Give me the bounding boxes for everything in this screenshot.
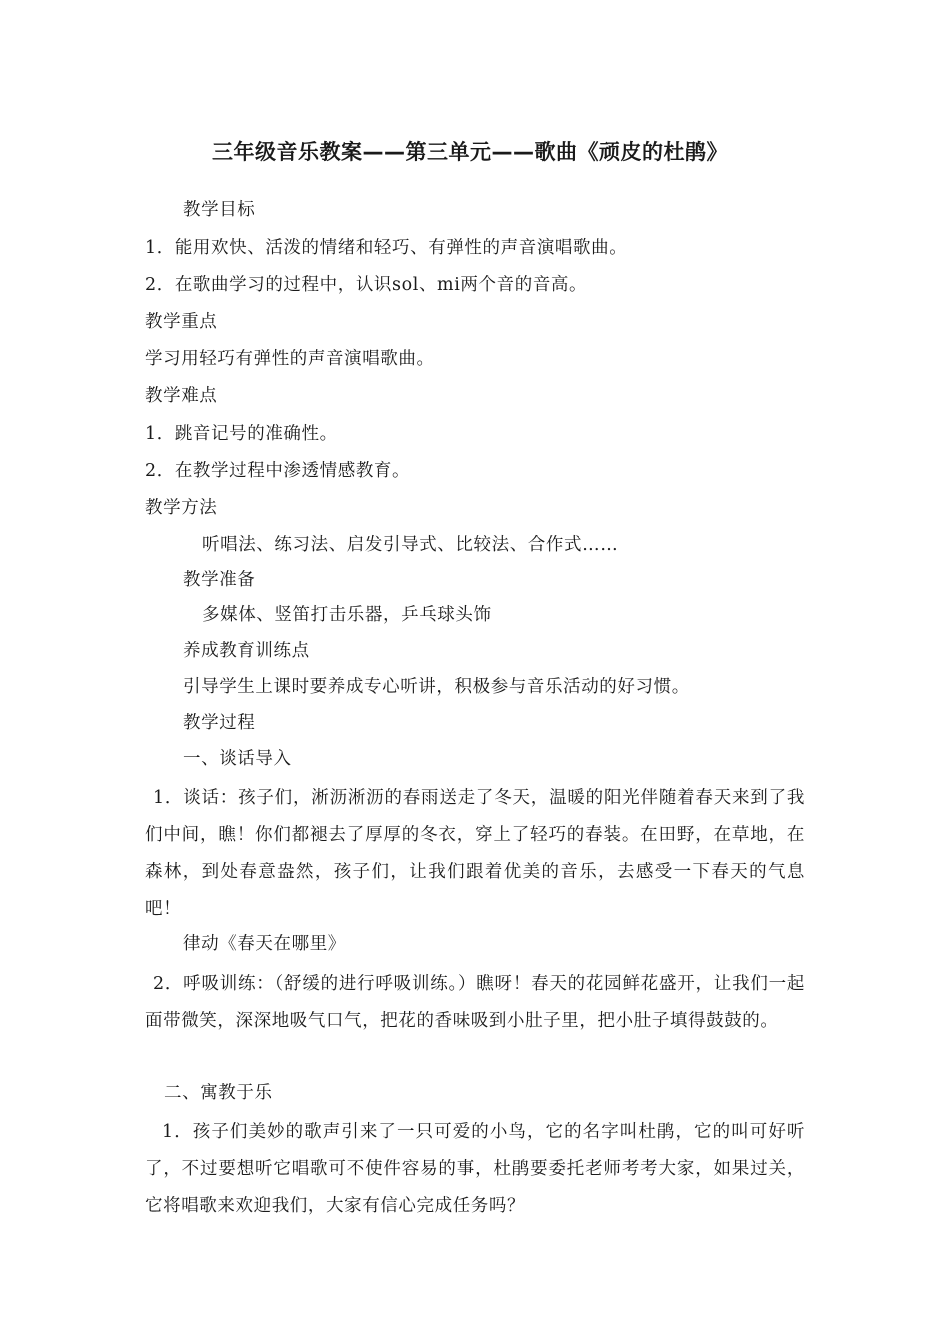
method-heading: 教学方法 (145, 498, 218, 518)
rhythm-line: 律动《春天在哪里》 (183, 934, 346, 954)
goal-item-2: 2．在歌曲学习的过程中，认识sol、mi两个音的音高。 (145, 275, 588, 295)
process-heading: 教学过程 (183, 713, 256, 733)
goal-item-1: 1．能用欢快、活泼的情绪和轻巧、有弹性的声音演唱歌曲。 (145, 238, 628, 258)
preparation-heading: 教学准备 (183, 570, 256, 590)
difficulty-heading: 教学难点 (145, 386, 218, 406)
section-1-heading: 一、谈话导入 (183, 749, 292, 769)
habit-heading: 养成教育训练点 (183, 641, 310, 661)
goals-heading: 教学目标 (183, 200, 256, 220)
method-text: 听唱法、练习法、启发引导式、比较法、合作式…… (202, 535, 619, 555)
section-2-heading: 二、寓教于乐 (164, 1083, 273, 1103)
habit-text: 引导学生上课时要养成专心听讲，积极参与音乐活动的好习惯。 (183, 677, 690, 697)
difficulty-item-2: 2．在教学过程中渗透情感教育。 (145, 461, 411, 481)
key-points-text: 学习用轻巧有弹性的声音演唱歌曲。 (145, 349, 435, 369)
key-points-heading: 教学重点 (145, 312, 218, 332)
document-title: 三年级音乐教案——第三单元——歌曲《顽皮的杜鹃》 (212, 140, 728, 164)
difficulty-item-1: 1．跳音记号的准确性。 (145, 424, 338, 444)
preparation-text: 多媒体、竖笛打击乐器，乒乓球头饰 (202, 605, 492, 625)
breathing-paragraph: 2．呼吸训练：（舒缓的进行呼吸训练。）瞧呀！春天的花园鲜花盛开，让我们一起面带微笑，深深地吸气口气，把花的香味吸到小肚子里，把小肚子填得鼓鼓的。 (145, 974, 805, 1031)
talk-paragraph: 1．谈话：孩子们，淅沥淅沥的春雨送走了冬天，温暖的阳光伴随着春天来到了我们中间，瞧！你们都褪去了厚厚的冬衣，穿上了轻巧的春装。在田野，在草地，在森林，到处春意盎然，孩子们，让我们跟着优美的音乐，去感受一下春天的气息吧！ (145, 788, 805, 919)
cuckoo-paragraph: 1．孩子们美妙的歌声引来了一只可爱的小鸟，它的名字叫杜鹃，它的叫可好听了，不过要想听它唱歌可不使件容易的事，杜鹃要委托老师考考大家，如果过关，它将唱歌来欢迎我们，大家有信心完成任务吗？ (145, 1122, 805, 1216)
